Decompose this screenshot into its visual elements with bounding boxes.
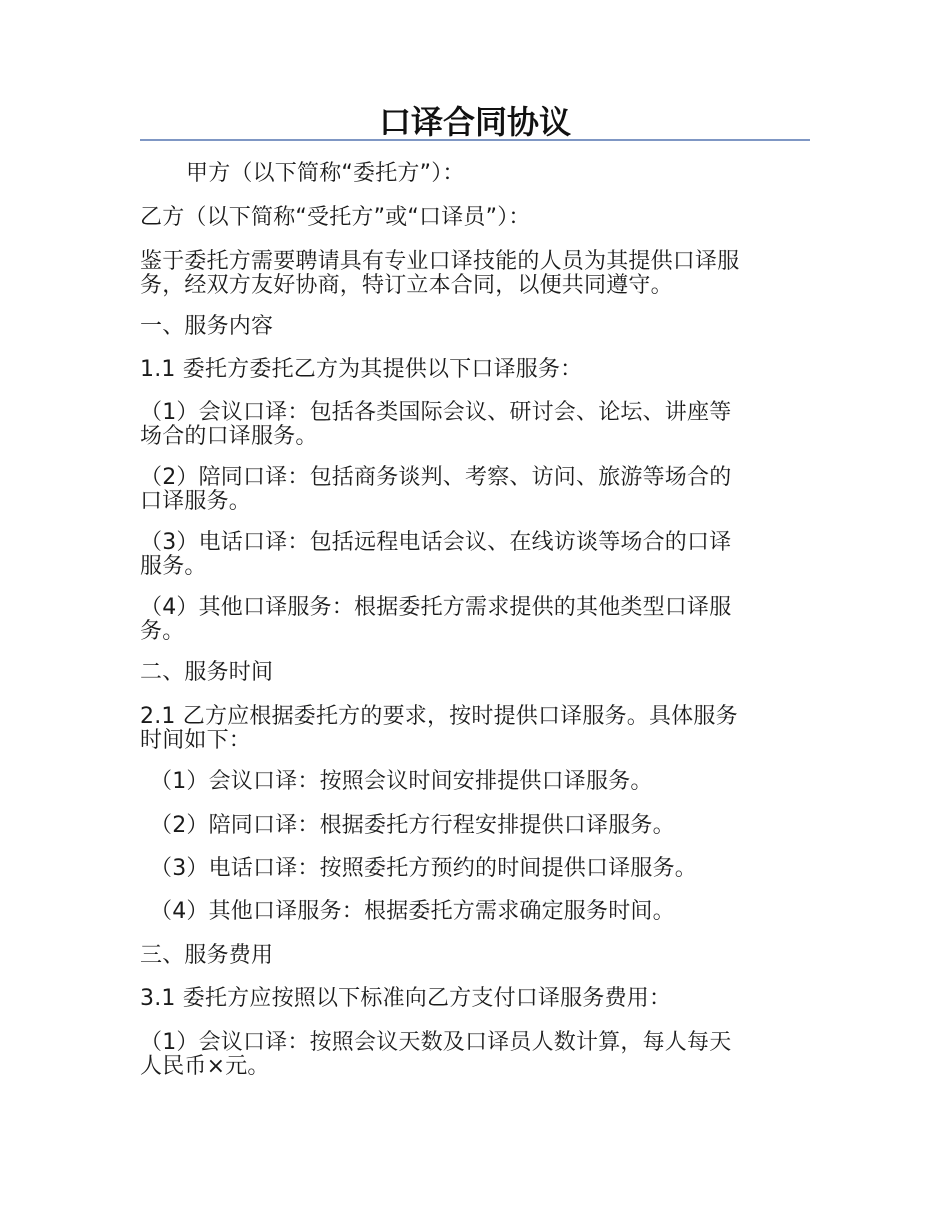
text-line: （1）会议口译：包括各类国际会议、研讨会、论坛、讲座等	[140, 400, 732, 425]
text-line: （2）陪同口译：包括商务谈判、考察、访问、旅游等场合的	[140, 465, 732, 490]
text-line: 二、服务时间	[140, 660, 274, 685]
clause-1-1-item-3	[140, 531, 812, 579]
text-line: （1）会议口译：按照会议时间安排提供口译服务。	[150, 769, 653, 794]
clause-2-1-item-1	[150, 770, 822, 794]
text-line: 服务。	[140, 554, 207, 579]
preamble-paragraph	[140, 250, 812, 298]
text-line: 三、服务费用	[140, 943, 274, 968]
party-b-line	[140, 206, 812, 230]
clause-3-1-item-1	[140, 1031, 812, 1079]
text-line: 场合的口译服务。	[140, 424, 318, 449]
text-line: （3）电话口译：包括远程电话会议、在线访谈等场合的口译	[140, 530, 732, 555]
text-line: （3）电话口译：按照委托方预约的时间提供口译服务。	[150, 856, 697, 881]
text-line: 3.1 委托方应按照以下标准向乙方支付口译服务费用：	[140, 986, 672, 1011]
clause-3-1	[140, 987, 812, 1011]
clause-1-1-item-1	[140, 401, 812, 449]
text-line: 人民币×元。	[140, 1054, 270, 1079]
text-line: 乙方（以下简称“受托方”或“口译员”）：	[140, 205, 531, 230]
clause-2-1-item-4	[150, 900, 822, 924]
text-line: 一、服务内容	[140, 314, 274, 339]
text-line: 鉴于委托方需要聘请具有专业口译技能的人员为其提供口译服	[140, 249, 740, 274]
text-line: （4）其他口译服务：根据委托方需求提供的其他类型口译服	[140, 595, 732, 620]
text-line: 时间如下：	[140, 728, 252, 753]
party-a-line	[186, 162, 858, 186]
text-line: 务。	[140, 619, 185, 644]
clause-1-1	[140, 358, 812, 382]
text-line: （1）会议口译：按照会议天数及口译员人数计算，每人每天	[140, 1030, 732, 1055]
section-heading-service-time	[140, 661, 812, 685]
clause-1-1-item-2	[140, 466, 812, 514]
section-heading-service-fees	[140, 944, 812, 968]
clause-2-1-item-3	[150, 857, 822, 881]
section-heading-service-content	[140, 315, 812, 339]
text-line: 务，经双方友好协商，特订立本合同，以便共同遵守。	[140, 273, 673, 298]
text-line: （2）陪同口译：根据委托方行程安排提供口译服务。	[150, 813, 675, 838]
title-underline	[140, 139, 810, 141]
text-line: 甲方（以下简称“委托方”）：	[186, 161, 465, 186]
text-line: 口译服务。	[140, 489, 252, 514]
clause-1-1-item-4	[140, 596, 812, 644]
clause-2-1-item-2	[150, 814, 822, 838]
clause-2-1	[140, 705, 812, 753]
text-line: （4）其他口译服务：根据委托方需求确定服务时间。	[150, 899, 675, 924]
document-title: 口译合同协议	[378, 103, 571, 141]
text-line: 2.1 乙方应根据委托方的要求，按时提供口译服务。具体服务	[140, 704, 738, 729]
text-line: 1.1 委托方委托乙方为其提供以下口译服务：	[140, 357, 583, 382]
